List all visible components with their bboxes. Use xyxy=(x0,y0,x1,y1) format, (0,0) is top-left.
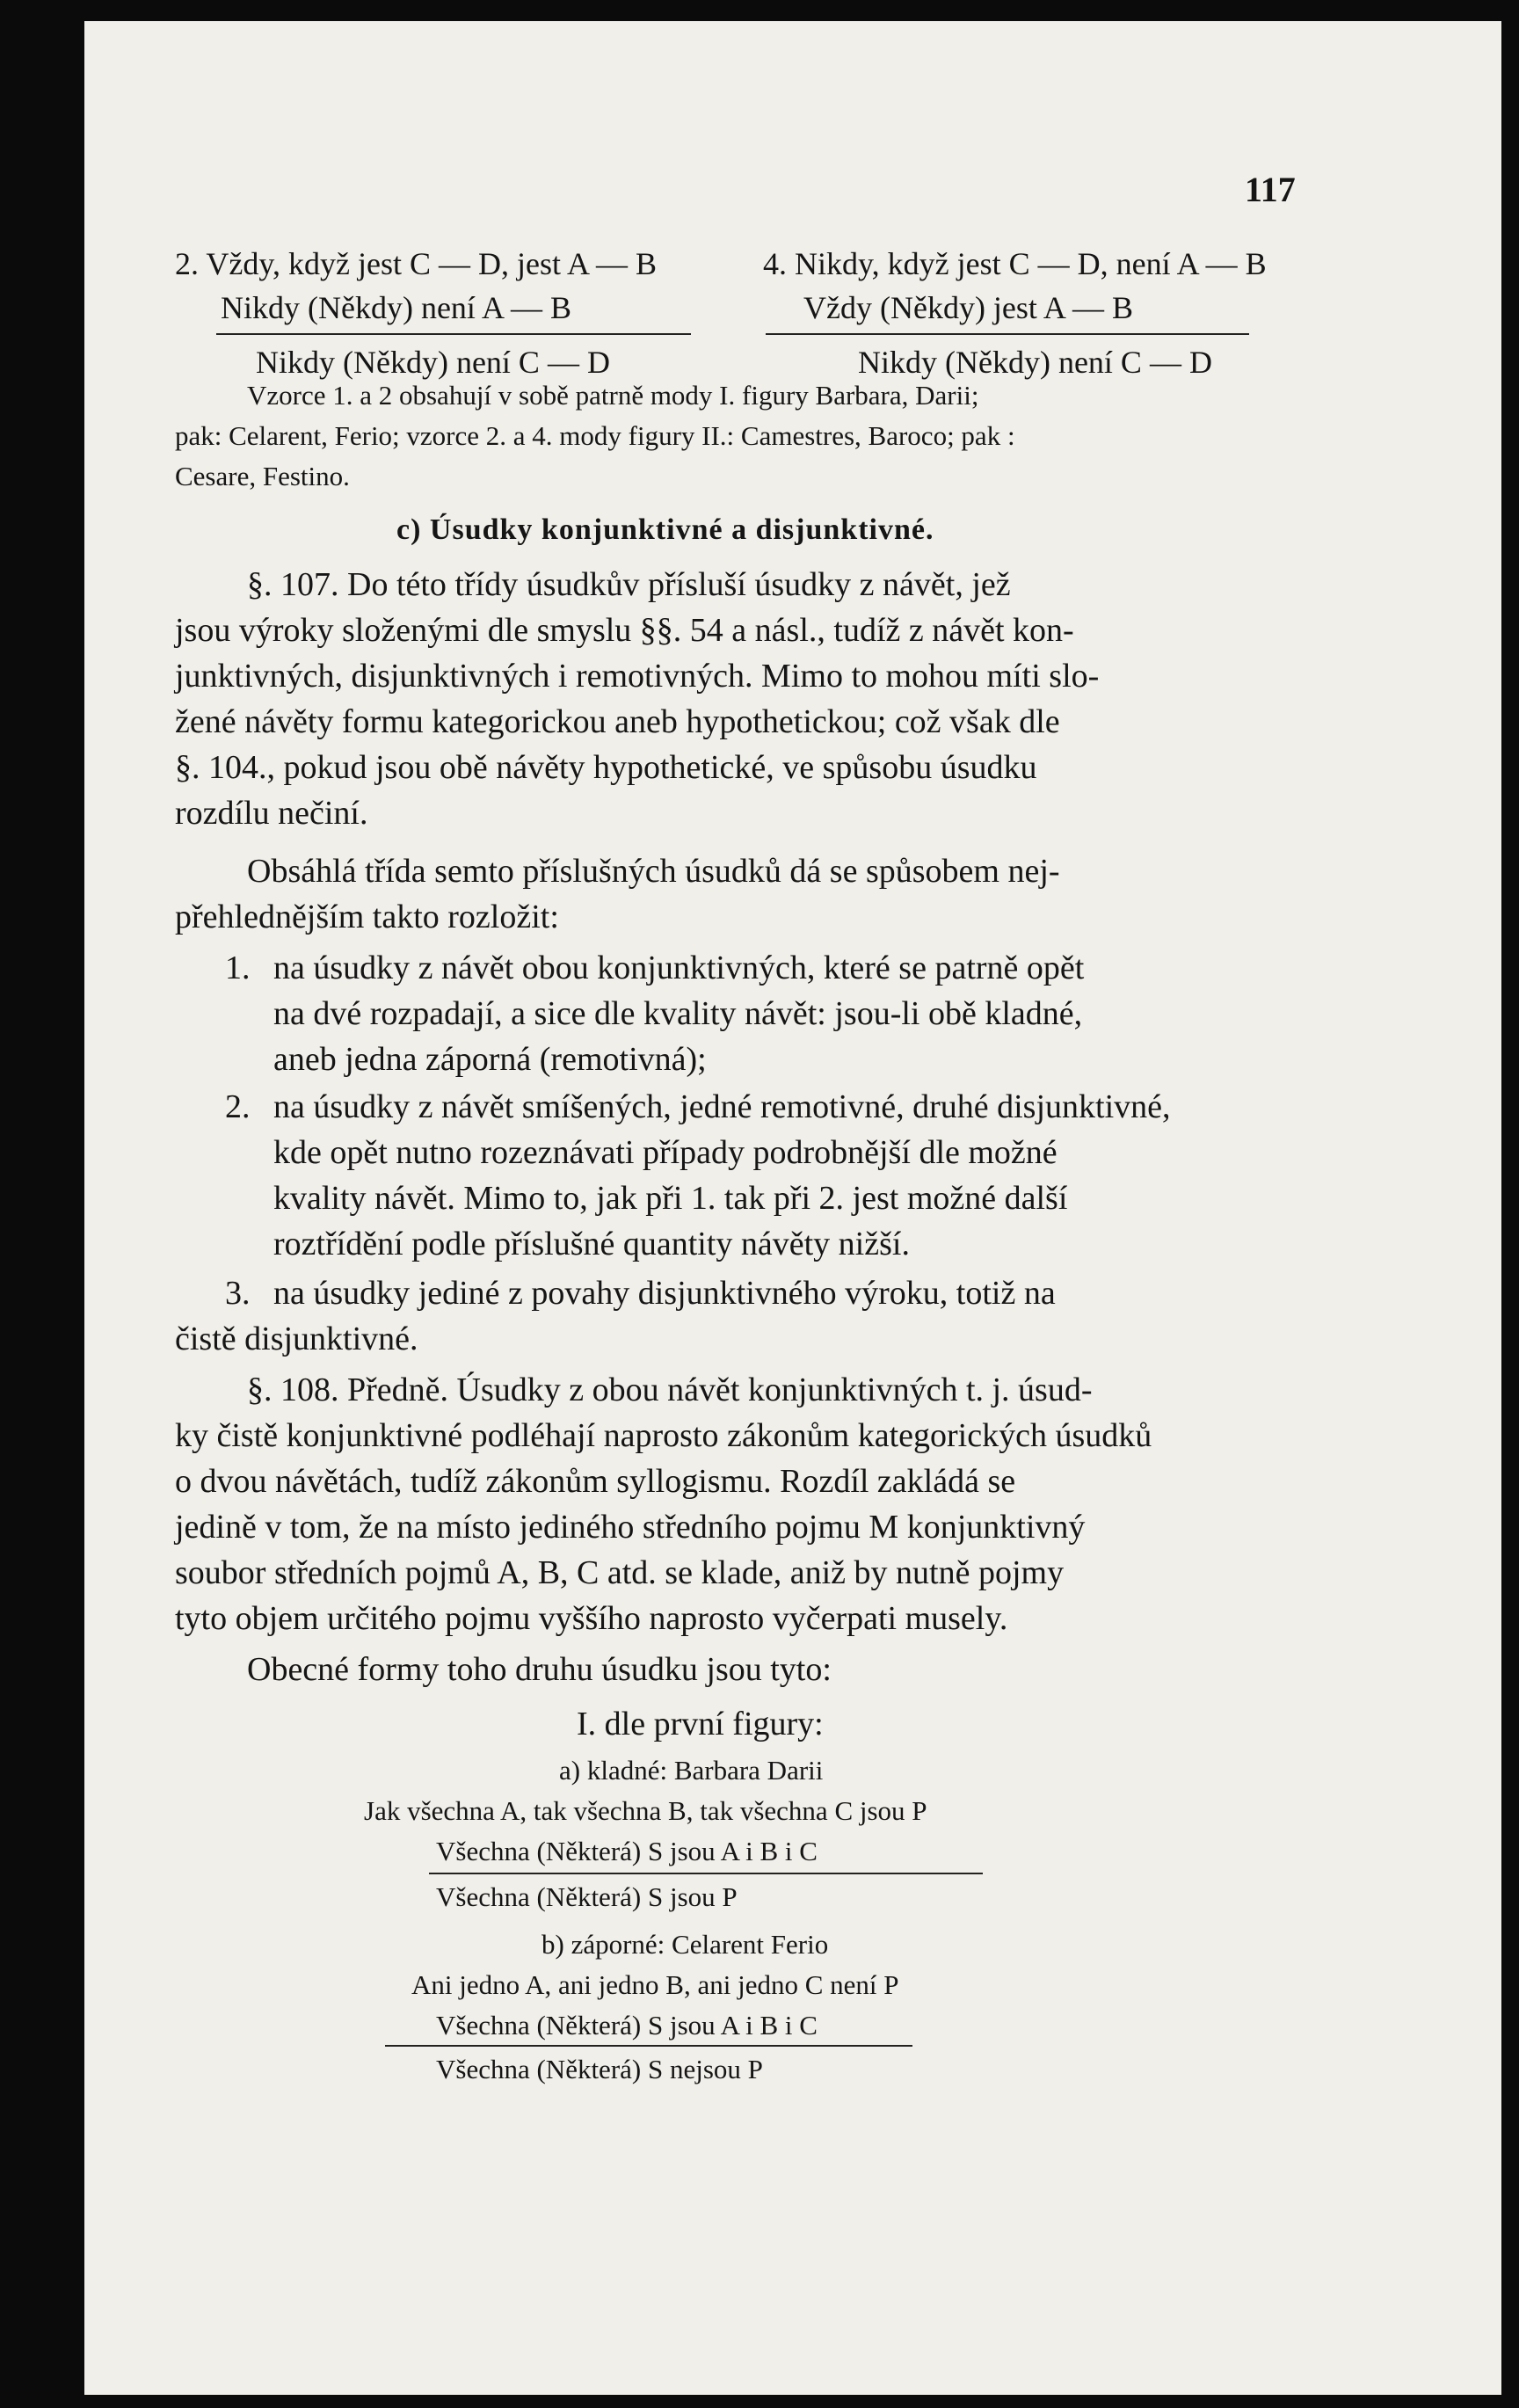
premise-2: Všechna (Některá) S jsou A i B i C xyxy=(436,2010,818,2041)
text-line: ky čistě konjunktivné podléhají naprosto zákonům kategorických úsudků xyxy=(175,1417,1152,1454)
right-conclusion: Nikdy (Někdy) není C — D xyxy=(858,345,1212,380)
text-line: jsou výroky složenými dle smyslu §§. 54 a násl., tudíž z návět kon- xyxy=(175,612,1074,649)
text-line: §. 104., pokud jsou obě návěty hypothetické, ve spůsobu úsudku xyxy=(175,749,1037,786)
form-label: a) kladné: Barbara Darii xyxy=(559,1755,824,1786)
premise-1: Ani jedno A, ani jedno B, ani jedno C není P xyxy=(411,1969,899,2000)
conclusion: Všechna (Některá) S nejsou P xyxy=(436,2054,763,2084)
list-number: 3. xyxy=(225,1275,251,1312)
list-item-line: aneb jedna záporná (remotivná); xyxy=(273,1041,707,1078)
premise-1: Jak všechna A, tak všechna B, tak všechna C jsou P xyxy=(364,1795,927,1826)
text-line: rozdílu nečiní. xyxy=(175,795,368,832)
text-line: §. 108. Předně. Úsudky z obou návět konjunktivných t. j. úsud- xyxy=(247,1371,1093,1408)
list-item-line: na úsudky jediné z povahy disjunktivného výroku, totiž na xyxy=(273,1275,1056,1312)
list-item-line: čistě disjunktivné. xyxy=(175,1320,418,1357)
list-item-line: na dvé rozpadají, a sice dle kvality návět: jsou-li obě kladné, xyxy=(273,995,1083,1032)
list-number: 2. xyxy=(225,1088,251,1125)
right-premise-2: Vždy (Někdy) jest A — B xyxy=(803,290,1133,325)
note-line: Vzorce 1. a 2 obsahují v sobě patrně mody I. figury Barbara, Darii; xyxy=(247,380,979,411)
right-conclusion-rule xyxy=(766,333,1249,335)
left-conclusion-rule xyxy=(216,333,691,335)
list-item-line: na úsudky z návět smíšených, jedné remotivné, druhé disjunktivné, xyxy=(273,1088,1171,1125)
left-conclusion: Nikdy (Někdy) není C — D xyxy=(256,345,610,380)
note-line: Cesare, Festino. xyxy=(175,461,350,491)
page-number: 117 xyxy=(1245,170,1296,209)
right-premise-1: 4. Nikdy, když jest C — D, není A — B xyxy=(763,246,1267,281)
list-number: 1. xyxy=(225,949,251,986)
text-line: o dvou návětách, tudíž zákonům syllogismu. Rozdíl zakládá se xyxy=(175,1463,1016,1500)
text-line: soubor středních pojmů A, B, C atd. se klade, aniž by nutně pojmy xyxy=(175,1554,1065,1591)
list-item-line: kde opět nutno rozeznávati případy podrobnější dle možné xyxy=(273,1134,1057,1171)
figure-heading: I. dle první figury: xyxy=(577,1706,824,1742)
text-line: §. 107. Do této třídy úsudkův přísluší úsudky z návět, jež xyxy=(247,566,1011,603)
list-item-line: kvality návět. Mimo to, jak při 1. tak při 2. jest možné další xyxy=(273,1180,1068,1217)
form-label: b) záporné: Celarent Ferio xyxy=(541,1929,829,1960)
section-heading: c) Úsudky konjunktivné a disjunktivné. xyxy=(396,513,934,546)
conclusion: Všechna (Některá) S jsou P xyxy=(436,1881,738,1912)
note-line: pak: Celarent, Ferio; vzorce 2. a 4. mody figury II.: Camestres, Baroco; pak : xyxy=(175,420,1015,451)
conclusion-rule xyxy=(385,2045,912,2047)
text-line: Obecné formy toho druhu úsudku jsou tyto: xyxy=(247,1651,832,1688)
left-premise-2: Nikdy (Někdy) není A — B xyxy=(221,290,571,325)
text-line: žené návěty formu kategorickou aneb hypothetickou; což však dle xyxy=(175,703,1060,740)
premise-2: Všechna (Některá) S jsou A i B i C xyxy=(436,1836,818,1866)
text-line: tyto objem určitého pojmu vyššího naprosto vyčerpati musely. xyxy=(175,1600,1008,1637)
conclusion-rule xyxy=(429,1873,983,1874)
left-premise-1: 2. Vždy, když jest C — D, jest A — B xyxy=(175,246,657,281)
text-line: junktivných, disjunktivných i remotivných. Mimo to mohou míti slo- xyxy=(175,658,1100,695)
book-page xyxy=(84,21,1501,2395)
list-item-line: na úsudky z návět obou konjunktivných, které se patrně opět xyxy=(273,949,1085,986)
list-item-line: roztřídění podle příslušné quantity návěty nižší. xyxy=(273,1226,910,1262)
text-line: přehlednějším takto rozložit: xyxy=(175,898,559,935)
text-line: Obsáhlá třída semto příslušných úsudků dá se spůsobem nej- xyxy=(247,853,1060,890)
text-line: jedině v tom, že na místo jediného středního pojmu M konjunktivný xyxy=(175,1509,1086,1546)
